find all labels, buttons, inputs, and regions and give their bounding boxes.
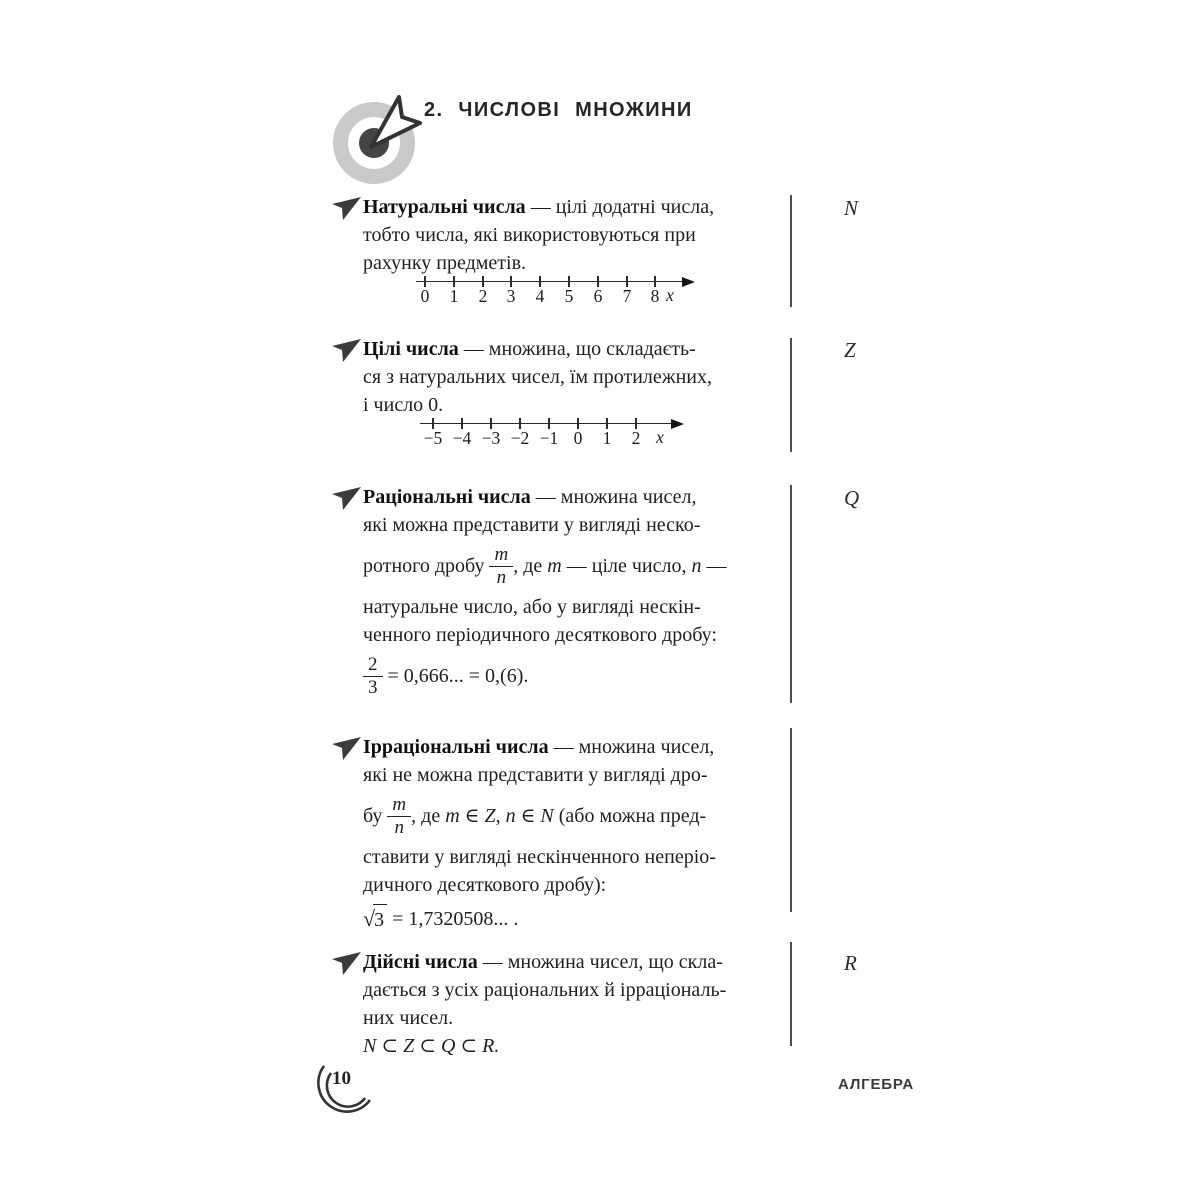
tick-label: 2 [478,286,488,306]
tick-label: 4 [535,286,545,306]
term: Дійсні числа [363,951,478,973]
dart-bullet-icon [332,196,362,222]
paragraph-line: ченного періодичного десяткового дробу: [363,624,717,646]
section-real-numbers [332,948,912,1064]
page-title: 2. ЧИСЛОВІ МНОЖИНИ [424,99,693,121]
set-symbol: N [844,196,859,220]
fraction-m-over-n: $\frac{m}{n}$ [387,795,411,838]
paragraph-line: Ірраціональні числа — множина чисел, [363,736,715,758]
radical-sign: √ [363,906,376,931]
paragraph-line: Натуральні числа — цілі додатні числа, [363,196,715,218]
definition-text [363,733,716,939]
section-divider-rule [790,942,792,1046]
tick-label: −4 [452,428,472,448]
paragraph-line: дається з усіх раціональних й ірраціональ- [363,979,727,1001]
paragraph-line: них чисел. [363,1007,454,1029]
paragraph-line: дичного десяткового дробу): [363,874,607,896]
definition-text [363,948,726,1060]
section-rational-numbers [332,483,912,705]
term: Цілі числа [363,338,459,360]
paragraph-line: ся з натуральних чисел, їм протилежних, [363,366,712,388]
set-symbol: R [844,951,857,975]
paragraph-line: Дійсні числа — множина чисел, що скла- [363,951,723,973]
tick-label: 2 [631,428,641,448]
tick-label: 8 [650,286,660,306]
tick-label: 1 [449,286,459,306]
tick-label: 6 [593,286,603,306]
paragraph-line: Раціональні числа — множина чисел, [363,486,697,508]
tick-label: 0 [420,286,430,306]
definition-text [363,483,726,703]
number-line-natural [410,272,710,308]
paragraph-line: які можна представити у вигляді неско- [363,514,701,536]
dart-bullet-icon [332,736,362,762]
term: Ірраціональні числа [363,736,549,758]
term: Раціональні числа [363,486,531,508]
section-divider-rule [790,485,792,703]
tick-label: 7 [622,286,632,306]
axis-line [416,281,684,282]
section-divider-rule [790,195,792,307]
definition-text [363,193,714,277]
set-symbol: Z [844,338,856,362]
tick-label: 5 [564,286,574,306]
paragraph-line: які не можна представити у вигляді дро- [363,764,708,786]
tick-label: 0 [573,428,583,448]
fraction-m-over-n: $\frac{m}{n}$ [489,545,513,588]
fraction-2-over-3: $\frac{2}{3}$ [363,655,383,698]
axis-label: x [656,427,664,447]
section-divider-rule [790,728,792,912]
paragraph-line: ставити у вигляді нескінченного неперіо- [363,846,716,868]
tick-label: −5 [423,428,443,448]
section-natural-numbers [332,193,912,313]
tick-label: −2 [510,428,530,448]
paragraph-line-with-fraction: бу $\frac{m}{n}$ , де m ∈ Z , n ∈ N (або можна пред- [363,793,707,838]
tick-label: 1 [602,428,612,448]
definition-text [363,335,712,419]
set-symbol: Q [844,486,860,510]
equation-subset-chain: N ⊂ Z ⊂ Q ⊂ R. [363,1035,500,1057]
equation-sqrt-3: √ 3 = 1,7320508... . [363,899,716,939]
dart-bullet-icon [332,951,362,977]
page-number: 10 [332,1068,351,1089]
term: Натуральні числа [363,196,526,218]
section-integers [332,335,912,457]
axis-arrow-icon [671,419,684,429]
target-dart-icon [330,94,422,186]
tick-label: −3 [481,428,501,448]
axis-label: x [666,285,674,305]
section-irrational-numbers [332,733,912,933]
footer-book-title: АЛГЕБРА [838,1076,914,1093]
tick-label: −1 [539,428,559,448]
axis-arrow-icon [682,277,695,287]
dart-bullet-icon [332,338,362,364]
equation-two-thirds: $\frac{2}{3}$ = 0,666... = 0,(6). [363,649,726,703]
paragraph-line-with-fraction: ротного дробу $\frac{m}{n}$ , де m — ціле число, n — [363,543,727,588]
section-divider-rule [790,338,792,452]
paragraph-line: рахунку предметів. [363,252,527,274]
dart-bullet-icon [332,486,362,512]
paragraph-line: Цілі числа — множина, що складаєть- [363,338,696,360]
paragraph-line: і число 0. [363,394,444,416]
paragraph-line: тобто числа, які використовуються при [363,224,696,246]
tick-label: 3 [506,286,516,306]
paragraph-line: натуральне число, або у вигляді нескін- [363,596,701,618]
number-line-integers [418,414,718,450]
